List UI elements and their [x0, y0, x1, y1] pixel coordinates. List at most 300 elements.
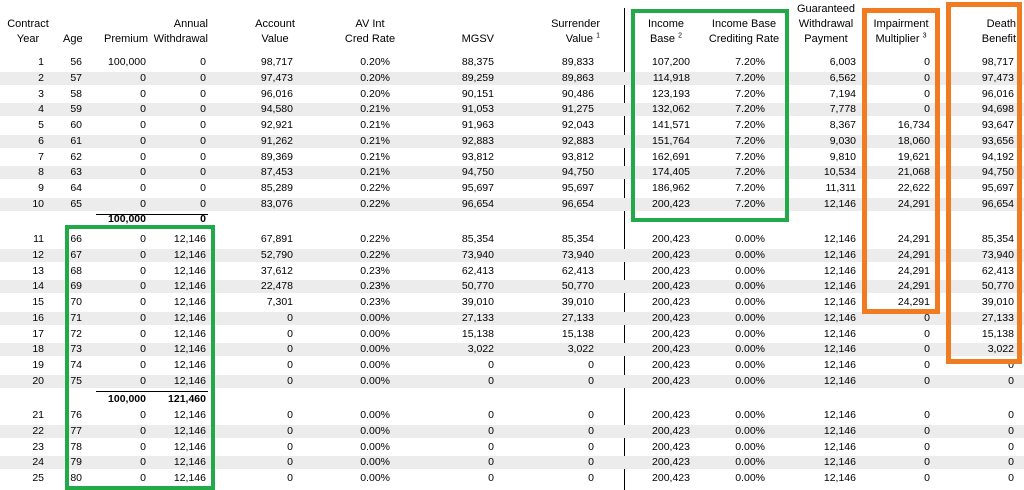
cell-contract-year: 3: [38, 87, 44, 100]
cell-income-base: 123,193: [652, 87, 690, 100]
cell-av-int-cred-rate: 0.23%: [360, 280, 390, 293]
cell-age: 65: [70, 197, 82, 210]
cell-mgsv: 0: [488, 456, 494, 469]
cell-surrender-value: 39,010: [561, 296, 594, 308]
cell-premium: 0: [140, 103, 146, 116]
cell-mgsv: 94,750: [461, 166, 494, 179]
cell-guaranteed-payment: 9,810: [829, 150, 856, 163]
cell-income-base-rate: 0.00%: [735, 264, 765, 277]
cell-surrender-value: 89,863: [561, 71, 594, 84]
cell-income-base: 200,423: [652, 456, 690, 469]
cell-death-benefit: 94,698: [981, 103, 1014, 116]
cell-av-int-cred-rate: 0.00%: [360, 311, 390, 324]
cell-contract-year: 2: [38, 71, 44, 84]
cell-av-int-cred-rate: 0.00%: [360, 409, 390, 421]
cell-account-value: 91,262: [260, 134, 293, 147]
cell-premium: 0: [140, 409, 146, 421]
cell-income-base: 200,423: [652, 264, 690, 277]
cell-surrender-value: 0: [588, 456, 594, 469]
cell-account-value: 0: [287, 374, 293, 387]
cell-surrender-value: 94,750: [561, 166, 594, 179]
cell-mgsv: 0: [488, 409, 494, 421]
cell-av-int-cred-rate: 0.21%: [360, 150, 390, 163]
cell-guaranteed-payment: 12,146: [823, 327, 856, 340]
death-benefit-highlight-box: [946, 2, 1022, 364]
cell-income-base: 162,691: [652, 150, 690, 163]
cell-contract-year: 13: [32, 264, 44, 277]
cell-age: 74: [70, 359, 82, 371]
cell-impairment-mult: 0: [924, 440, 930, 453]
cell-account-value: 0: [287, 409, 293, 421]
cell-death-benefit: 0: [1008, 440, 1014, 453]
cell-mgsv: 92,883: [461, 134, 494, 147]
cell-age: 64: [70, 182, 82, 194]
cell-guaranteed-payment: 12,146: [823, 440, 856, 453]
cell-impairment-mult: 0: [924, 327, 930, 340]
header-annual-withdrawal: Annual Withdrawal: [153, 18, 208, 45]
cell-age: 60: [70, 119, 82, 131]
cell-av-int-cred-rate: 0.00%: [360, 343, 390, 356]
header-impairment-multiplier: Impairment Multiplier $^3$: [873, 18, 929, 45]
cell-income-base-rate: 0.00%: [735, 374, 765, 387]
cell-income-base-rate: 0.00%: [735, 424, 765, 437]
cell-income-base: 141,571: [652, 119, 690, 131]
cell-contract-year: 15: [32, 296, 44, 308]
cell-income-base: 151,764: [652, 134, 690, 147]
cell-surrender-value: 0: [588, 440, 594, 453]
cell-age: 72: [70, 327, 82, 340]
cell-guaranteed-payment: 12,146: [823, 233, 856, 245]
cell-annual-withdrawal: 0: [200, 87, 206, 100]
cell-impairment-mult: 16,734: [897, 119, 930, 131]
cell-impairment-mult: 0: [924, 103, 930, 116]
cell-impairment-mult: 18,060: [897, 134, 930, 147]
cell-income-base: 200,423: [652, 233, 690, 245]
cell-guaranteed-payment: 8,367: [829, 119, 856, 131]
header-income-base-crediting-rate: Income Base Crediting Rate: [708, 18, 780, 45]
cell-premium: 0: [140, 280, 146, 293]
cell-death-benefit: 39,010: [981, 296, 1014, 308]
cell-account-value: 0: [287, 440, 293, 453]
total-premium-1: 100,000: [108, 213, 146, 225]
header-age: Age: [63, 33, 83, 45]
cell-av-int-cred-rate: 0.22%: [360, 182, 390, 194]
cell-mgsv: 39,010: [461, 296, 494, 308]
cell-guaranteed-payment: 12,146: [823, 264, 856, 277]
cell-death-benefit: 15,138: [981, 327, 1014, 340]
cell-contract-year: 7: [38, 150, 44, 163]
cell-impairment-mult: 0: [924, 456, 930, 469]
cell-age: 63: [70, 166, 82, 179]
cell-annual-withdrawal: 12,146: [173, 233, 206, 245]
cell-account-value: 0: [287, 456, 293, 469]
header-death-benefit: Death Benefit: [981, 18, 1016, 45]
cell-age: 70: [70, 296, 82, 308]
cell-contract-year: 25: [32, 472, 44, 484]
cell-impairment-mult: 0: [924, 56, 930, 68]
cell-death-benefit: 97,473: [981, 71, 1014, 84]
cell-impairment-mult: 24,291: [897, 248, 930, 261]
cell-death-benefit: 62,413: [981, 264, 1014, 277]
cell-premium: 0: [140, 197, 146, 210]
cell-income-base: 200,423: [652, 409, 690, 421]
cell-surrender-value: 91,275: [561, 103, 594, 116]
cell-age: 75: [70, 374, 82, 387]
cell-income-base: 200,423: [652, 374, 690, 387]
cell-contract-year: 17: [32, 327, 44, 340]
cell-account-value: 92,921: [260, 119, 293, 131]
cell-account-value: 94,580: [260, 103, 293, 116]
cell-age: 66: [70, 233, 82, 245]
cell-premium: 0: [140, 311, 146, 324]
cell-mgsv: 62,413: [461, 264, 494, 277]
cell-av-int-cred-rate: 0.20%: [360, 87, 390, 100]
cell-av-int-cred-rate: 0.23%: [360, 296, 390, 308]
cell-contract-year: 22: [32, 424, 44, 437]
cell-death-benefit: 95,697: [981, 182, 1014, 194]
cell-income-base-rate: 7.20%: [735, 87, 765, 100]
cell-income-base-rate: 7.20%: [735, 56, 765, 68]
cell-surrender-value: 50,770: [561, 280, 594, 293]
cell-guaranteed-payment: 6,003: [829, 56, 856, 68]
cell-account-value: 0: [287, 343, 293, 356]
cell-income-base: 107,200: [652, 56, 690, 68]
cell-surrender-value: 93,812: [561, 150, 594, 163]
cell-contract-year: 12: [32, 248, 44, 261]
cell-income-base-rate: 7.20%: [735, 197, 765, 210]
cell-income-base: 174,405: [652, 166, 690, 179]
cell-impairment-mult: 0: [924, 71, 930, 84]
cell-premium: 0: [140, 343, 146, 356]
cell-impairment-mult: 24,291: [897, 280, 930, 293]
cell-premium: 0: [140, 182, 146, 194]
cell-annual-withdrawal: 12,146: [173, 343, 206, 356]
cell-guaranteed-payment: 12,146: [823, 248, 856, 261]
cell-age: 79: [70, 456, 82, 469]
cell-age: 73: [70, 343, 82, 356]
cell-contract-year: 21: [32, 409, 44, 421]
cell-death-benefit: 0: [1008, 359, 1014, 371]
cell-account-value: 67,891: [260, 233, 293, 245]
cell-mgsv: 85,354: [461, 233, 494, 245]
cell-surrender-value: 89,833: [561, 56, 594, 68]
header-income-base: Income Base $^2$: [647, 18, 685, 45]
cell-death-benefit: 73,940: [981, 248, 1014, 261]
cell-account-value: 0: [287, 327, 293, 340]
cell-age: 80: [70, 472, 82, 484]
cell-guaranteed-payment: 9,030: [829, 134, 856, 147]
cell-guaranteed-payment: 12,146: [823, 472, 856, 484]
cell-contract-year: 16: [32, 311, 44, 324]
cell-annual-withdrawal: 12,146: [173, 456, 206, 469]
cell-age: 56: [70, 56, 82, 68]
cell-account-value: 85,289: [260, 182, 293, 194]
cell-annual-withdrawal: 0: [200, 134, 206, 147]
cell-premium: 0: [140, 264, 146, 277]
cell-impairment-mult: 0: [924, 87, 930, 100]
cell-age: 76: [70, 409, 82, 421]
cell-contract-year: 6: [38, 134, 44, 147]
cell-age: 58: [70, 87, 82, 100]
cell-death-benefit: 98,717: [981, 56, 1014, 68]
cell-impairment-mult: 24,291: [897, 296, 930, 308]
cell-av-int-cred-rate: 0.21%: [360, 134, 390, 147]
cell-income-base-rate: 0.00%: [735, 248, 765, 261]
cell-income-base: 200,423: [652, 296, 690, 308]
cell-annual-withdrawal: 0: [200, 150, 206, 163]
cell-premium: 0: [140, 327, 146, 340]
cell-guaranteed-payment: 12,146: [823, 374, 856, 387]
cell-income-base-rate: 0.00%: [735, 440, 765, 453]
header-surrender-value: Surrender Value $^1$: [551, 18, 600, 45]
cell-premium: 0: [140, 71, 146, 84]
cell-income-base-rate: 0.00%: [735, 233, 765, 245]
cell-mgsv: 3,022: [467, 343, 494, 356]
cell-contract-year: 23: [32, 440, 44, 453]
cell-annual-withdrawal: 12,146: [173, 280, 206, 293]
cell-death-benefit: 94,750: [981, 166, 1014, 179]
cell-age: 77: [70, 424, 82, 437]
cell-annual-withdrawal: 12,146: [173, 264, 206, 277]
cell-age: 61: [70, 134, 82, 147]
cell-annual-withdrawal: 0: [200, 182, 206, 194]
cell-account-value: 98,717: [260, 56, 293, 68]
cell-surrender-value: 90,486: [561, 87, 594, 100]
cell-guaranteed-payment: 12,146: [823, 197, 856, 210]
cell-death-benefit: 96,654: [981, 197, 1014, 210]
cell-annual-withdrawal: 12,146: [173, 440, 206, 453]
cell-impairment-mult: 0: [924, 472, 930, 484]
cell-income-base-rate: 7.20%: [735, 150, 765, 163]
cell-guaranteed-payment: 12,146: [823, 311, 856, 324]
cell-contract-year: 5: [38, 119, 44, 131]
cell-mgsv: 90,151: [461, 87, 494, 100]
cell-surrender-value: 85,354: [561, 233, 594, 245]
cell-surrender-value: 0: [588, 472, 594, 484]
cell-income-base-rate: 7.20%: [735, 182, 765, 194]
cell-mgsv: 93,812: [461, 150, 494, 163]
cell-income-base: 200,423: [652, 359, 690, 371]
cell-premium: 0: [140, 87, 146, 100]
cell-mgsv: 96,654: [461, 197, 494, 210]
cell-av-int-cred-rate: 0.00%: [360, 374, 390, 387]
cell-guaranteed-payment: 12,146: [823, 409, 856, 421]
cell-premium: 0: [140, 296, 146, 308]
cell-mgsv: 91,963: [461, 119, 494, 131]
cell-mgsv: 0: [488, 472, 494, 484]
cell-premium: 0: [140, 166, 146, 179]
cell-av-int-cred-rate: 0.00%: [360, 456, 390, 469]
cell-account-value: 0: [287, 311, 293, 324]
cell-annual-withdrawal: 0: [200, 197, 206, 210]
cell-account-value: 89,369: [260, 150, 293, 163]
cell-income-base-rate: 0.00%: [735, 409, 765, 421]
cell-account-value: 52,790: [260, 248, 293, 261]
cell-guaranteed-payment: 6,562: [829, 71, 856, 84]
cell-impairment-mult: 24,291: [897, 197, 930, 210]
cell-premium: 0: [140, 134, 146, 147]
cell-death-benefit: 3,022: [987, 343, 1014, 356]
cell-income-base: 200,423: [652, 343, 690, 356]
cell-impairment-mult: 24,291: [897, 264, 930, 277]
income-base-highlight-box: [631, 9, 789, 222]
cell-annual-withdrawal: 0: [200, 56, 206, 68]
cell-mgsv: 15,138: [461, 327, 494, 340]
cell-income-base-rate: 0.00%: [735, 456, 765, 469]
cell-income-base-rate: 0.00%: [735, 296, 765, 308]
cell-av-int-cred-rate: 0.00%: [360, 472, 390, 484]
total-withdrawal-2: 121,460: [168, 393, 206, 405]
cell-premium: 0: [140, 456, 146, 469]
cell-av-int-cred-rate: 0.23%: [360, 264, 390, 277]
cell-income-base-rate: 7.20%: [735, 166, 765, 179]
cell-surrender-value: 0: [588, 359, 594, 371]
cell-impairment-mult: 0: [924, 424, 930, 437]
cell-age: 59: [70, 103, 82, 116]
cell-contract-year: 4: [38, 103, 44, 116]
cell-annual-withdrawal: 12,146: [173, 311, 206, 324]
cell-account-value: 22,478: [260, 280, 293, 293]
header-mgsv: MGSV: [461, 33, 494, 45]
cell-income-base: 186,962: [652, 182, 690, 194]
header-contract-year: Contract Year: [7, 18, 49, 45]
cell-annual-withdrawal: 12,146: [173, 359, 206, 371]
cell-guaranteed-payment: 12,146: [823, 456, 856, 469]
cell-income-base-rate: 0.00%: [735, 280, 765, 293]
cell-guaranteed-payment: 12,146: [823, 280, 856, 293]
cell-age: 67: [70, 248, 82, 261]
cell-income-base: 200,423: [652, 280, 690, 293]
cell-surrender-value: 0: [588, 424, 594, 437]
cell-age: 68: [70, 264, 82, 277]
cell-annual-withdrawal: 12,146: [173, 472, 206, 484]
cell-impairment-mult: 0: [924, 311, 930, 324]
cell-contract-year: 11: [33, 233, 44, 245]
cell-surrender-value: 92,043: [561, 119, 594, 131]
cell-annual-withdrawal: 12,146: [173, 409, 206, 421]
impairment-multiplier-highlight-box: [862, 8, 940, 314]
age-withdrawal-highlight-box: [65, 225, 215, 490]
cell-income-base: 200,423: [652, 248, 690, 261]
cell-guaranteed-payment: 7,194: [829, 87, 856, 100]
cell-premium: 0: [140, 150, 146, 163]
header-premium: Premium: [103, 33, 148, 45]
cell-premium: 0: [140, 233, 146, 245]
cell-guaranteed-payment: 10,534: [823, 166, 856, 179]
cell-av-int-cred-rate: 0.00%: [360, 424, 390, 437]
cell-impairment-mult: 0: [924, 374, 930, 387]
cell-account-value: 83,076: [260, 197, 293, 210]
cell-surrender-value: 0: [588, 374, 594, 387]
cell-surrender-value: 0: [588, 409, 594, 421]
cell-account-value: 96,016: [260, 87, 293, 100]
cell-death-benefit: 50,770: [981, 280, 1014, 293]
cell-contract-year: 14: [32, 280, 44, 293]
cell-annual-withdrawal: 0: [200, 103, 206, 116]
cell-av-int-cred-rate: 0.22%: [360, 248, 390, 261]
cell-income-base-rate: 0.00%: [735, 472, 765, 484]
cell-guaranteed-payment: 12,146: [823, 359, 856, 371]
cell-death-benefit: 0: [1008, 472, 1014, 484]
cell-age: 57: [70, 71, 82, 84]
cell-income-base-rate: 0.00%: [735, 327, 765, 340]
cell-premium: 0: [140, 374, 146, 387]
cell-income-base-rate: 0.00%: [735, 359, 765, 371]
cell-mgsv: 50,770: [461, 280, 494, 293]
cell-contract-year: 24: [32, 456, 44, 469]
header-account-value: Account Value: [255, 18, 295, 45]
cell-mgsv: 0: [488, 374, 494, 387]
cell-surrender-value: 92,883: [561, 134, 594, 147]
cell-impairment-mult: 0: [924, 409, 930, 421]
cell-mgsv: 89,259: [461, 71, 494, 84]
cell-annual-withdrawal: 0: [200, 166, 206, 179]
cell-mgsv: 0: [488, 424, 494, 437]
cell-death-benefit: 93,647: [981, 119, 1014, 131]
cell-income-base: 200,423: [652, 424, 690, 437]
cell-account-value: 7,301: [266, 296, 293, 308]
cell-surrender-value: 73,940: [561, 248, 594, 261]
cell-premium: 0: [140, 472, 146, 484]
cell-guaranteed-payment: 12,146: [823, 296, 856, 308]
cell-av-int-cred-rate: 0.22%: [360, 233, 390, 245]
cell-death-benefit: 27,133: [981, 311, 1014, 324]
cell-surrender-value: 62,413: [561, 264, 594, 277]
cell-premium: 0: [140, 119, 146, 131]
cell-income-base: 200,423: [652, 197, 690, 210]
header-guaranteed-withdrawal-payment: Guaranteed Withdrawal Payment: [796, 3, 856, 45]
cell-premium: 0: [140, 440, 146, 453]
cell-annual-withdrawal: 12,146: [173, 424, 206, 437]
cell-impairment-mult: 24,291: [897, 233, 930, 245]
cell-av-int-cred-rate: 0.00%: [360, 440, 390, 453]
cell-income-base: 200,423: [652, 472, 690, 484]
total-premium-2: 100,000: [108, 393, 146, 405]
cell-income-base-rate: 0.00%: [735, 311, 765, 324]
cell-income-base-rate: 7.20%: [735, 103, 765, 116]
cell-av-int-cred-rate: 0.20%: [360, 71, 390, 84]
cell-death-benefit: 0: [1008, 456, 1014, 469]
cell-annual-withdrawal: 12,146: [173, 327, 206, 340]
cell-account-value: 0: [287, 472, 293, 484]
cell-age: 78: [70, 440, 82, 453]
cell-av-int-cred-rate: 0.00%: [360, 359, 390, 371]
cell-mgsv: 0: [488, 440, 494, 453]
cell-mgsv: 91,053: [461, 103, 494, 116]
cell-surrender-value: 96,654: [561, 197, 594, 210]
cell-mgsv: 73,940: [461, 248, 494, 261]
cell-av-int-cred-rate: 0.20%: [360, 56, 390, 68]
cell-account-value: 0: [287, 359, 293, 371]
cell-mgsv: 95,697: [461, 182, 494, 194]
cell-impairment-mult: 19,621: [897, 150, 930, 163]
cell-account-value: 97,473: [260, 71, 293, 84]
cell-annual-withdrawal: 12,146: [173, 296, 206, 308]
cell-annual-withdrawal: 12,146: [173, 248, 206, 261]
cell-av-int-cred-rate: 0.00%: [360, 327, 390, 340]
cell-income-base-rate: 7.20%: [735, 71, 765, 84]
cell-mgsv: 88,375: [461, 56, 494, 68]
cell-death-benefit: 96,016: [981, 87, 1014, 100]
cell-death-benefit: 0: [1008, 409, 1014, 421]
cell-income-base: 132,062: [652, 103, 690, 116]
cell-impairment-mult: 0: [924, 359, 930, 371]
cell-annual-withdrawal: 0: [200, 71, 206, 84]
cell-guaranteed-payment: 12,146: [823, 424, 856, 437]
cell-contract-year: 20: [32, 374, 44, 387]
cell-death-benefit: 93,656: [981, 134, 1014, 147]
cell-income-base-rate: 0.00%: [735, 343, 765, 356]
